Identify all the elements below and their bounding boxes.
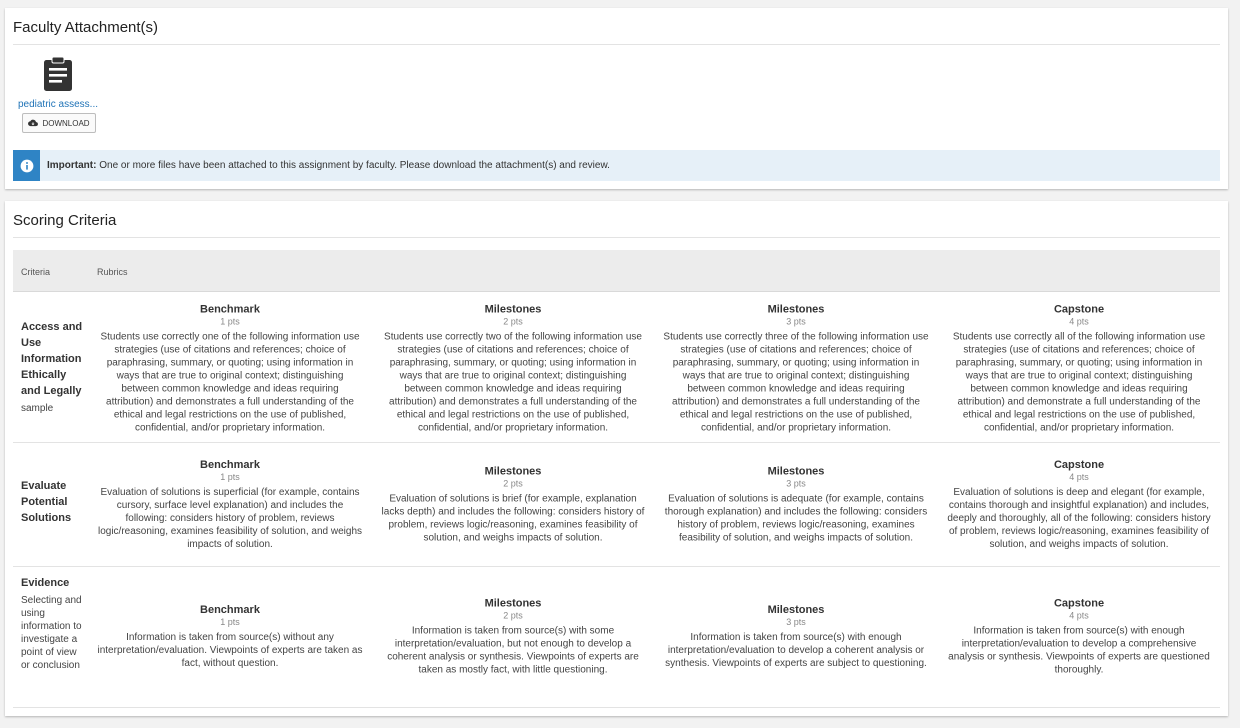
rubric-points: 4 pts: [1069, 610, 1089, 621]
rubric-level: Milestones: [484, 303, 542, 316]
rubric-cell: [380, 598, 646, 677]
rubric-points: 1 pts: [220, 316, 240, 327]
cloud-download-icon: [28, 119, 38, 127]
rubric-row: [13, 292, 1220, 443]
attachment-file-link[interactable]: pediatric assess...: [17, 99, 99, 110]
info-icon: [20, 159, 34, 173]
rubric-points: 2 pts: [503, 316, 523, 327]
faculty-attachments-panel: [5, 8, 1228, 189]
rubric-cell: [663, 304, 929, 435]
rubric-points: 2 pts: [503, 478, 523, 489]
rubric-description: Evaluation of solutions is deep and elegant (for example, contains thorough and insightful explanation) and includes, deeply and thoroughly, all of the following: considers history of problem, reviews logic/reasoning, examines feasibility of solution, and weighs impacts of solution.: [947, 487, 1211, 550]
rubric-row: [13, 443, 1220, 567]
rubric-cell: [380, 304, 646, 435]
rubric-cell: [946, 459, 1212, 551]
rubric-cell: [663, 466, 929, 545]
scoring-criteria-panel: [5, 201, 1228, 716]
criterion: [21, 478, 85, 526]
notice-message: One or more files have been attached to this assignment by faculty. Please download the attachment(s) and review.: [96, 160, 610, 171]
rubric-cell: [946, 304, 1212, 435]
rubric-level: Capstone: [1053, 597, 1105, 610]
rubrics-column-header: Rubrics: [97, 267, 128, 277]
important-notice: [13, 150, 1220, 181]
attachment-item: [17, 56, 99, 133]
rubric-level: Milestones: [484, 597, 542, 610]
criterion-name: Access and Use Information Ethically and Legally: [21, 321, 83, 397]
rubric-cell: [97, 304, 363, 435]
rubric-table-header: [13, 250, 1220, 292]
rubric-row: [13, 567, 1220, 708]
scoring-title-divider: [13, 237, 1220, 238]
rubric-level: Milestones: [484, 465, 542, 478]
criterion-description: Selecting and using information to investigate a point of view or conclusion: [21, 595, 82, 671]
rubric-points: 3 pts: [786, 316, 806, 327]
download-button[interactable]: [22, 113, 96, 133]
notice-text: [47, 160, 610, 171]
criteria-column-header: Criteria: [21, 267, 51, 277]
clipboard-document-icon[interactable]: [41, 56, 75, 92]
attachments-panel-title: Faculty Attachment(s): [13, 19, 159, 36]
rubric-level: Milestones: [767, 465, 825, 478]
attachments-title-divider: [13, 44, 1220, 45]
criterion-name: Evidence: [21, 577, 70, 589]
rubric-level: Capstone: [1053, 303, 1105, 316]
rubric-cell: [663, 604, 929, 670]
criterion-description: sample: [21, 403, 54, 414]
criterion-name: Evaluate Potential Solutions: [21, 480, 72, 524]
rubric-description: Information is taken from source(s) with enough interpretation/evaluation to develop a comprehensive analysis or synthesis. Viewpoints of experts are questioned thoroughly.: [948, 625, 1210, 676]
rubric-level: Milestones: [767, 604, 825, 616]
rubric-description: Information is taken from source(s) with some interpretation/evaluation, but not enough to develop a coherent analysis or synthesis. Viewpoints of experts are taken as mostly fact, with little questioning.: [387, 625, 639, 676]
rubric-level: Benchmark: [200, 303, 260, 316]
rubric-points: 1 pts: [220, 617, 240, 627]
info-icon-container: [13, 150, 40, 181]
rubric-points: 2 pts: [503, 610, 523, 621]
rubric-description: Students use correctly one of the following information use strategies (use of citations and references; choice of paraphrasing, summary, or quoting; using information in ways that are true to original context; distinguishing between common knowledge and ideas requiring attribution) and demonstrates a full understanding of the ethical and legal restrictions on the use of published, confidential, and/or proprietary information.: [100, 331, 360, 434]
scoring-panel-title: Scoring Criteria: [13, 212, 117, 229]
rubric-description: Evaluation of solutions is superficial (for example, contains cursory, surface level explanation) and includes the following: considers history of problem, reviews logic/reasoning, examines feasibility of solution, and weighs impacts of solution.: [97, 487, 363, 550]
rubric-description: Students use correctly two of the following information use strategies (use of citations and references; choice of paraphrasing, summary, or quoting; using information in ways that are true to original context; distinguishing between common knowledge and ideas requiring attribution) and demonstrates a full understanding of the ethical and legal restrictions on the use of published, confidential, and/or proprietary information.: [384, 331, 642, 434]
rubric-level: Capstone: [1053, 459, 1105, 471]
rubric-cell: [946, 598, 1212, 677]
rubric-cell: [97, 459, 363, 551]
rubric-level: Benchmark: [200, 604, 260, 616]
criterion: [21, 575, 85, 672]
rubric-points: 4 pts: [1069, 472, 1089, 482]
rubric-description: Information is taken from source(s) without any interpretation/evaluation. Viewpoints of experts are taken as fact, without question.: [97, 632, 363, 669]
criterion: [21, 319, 85, 415]
notice-strong-label: Important:: [47, 160, 97, 171]
rubric-level: Benchmark: [200, 459, 260, 471]
rubric-level: Milestones: [767, 303, 825, 316]
rubric-description: Students use correctly three of the following information use strategies (use of citations and references; choice of paraphrasing, summary, or quoting; using information in ways that are true to original context; distinguishing between common knowledge and ideas requiring attribution) and demonstrates a full understanding of the ethical and legal restrictions on the use of published, confidential, and/or proprietary information.: [663, 331, 929, 434]
rubric-points: 4 pts: [1069, 316, 1089, 327]
rubric-description: Information is taken from source(s) with enough interpretation/evaluation to develop a coherent analysis or synthesis. Viewpoints of experts are subject to questioning.: [665, 632, 927, 669]
rubric-points: 3 pts: [786, 478, 806, 489]
rubric-description: Students use correctly all of the following information use strategies (use of citations and references; choice of paraphrasing, summary, or quoting; using information in ways that are true to original context; distinguishing between common knowledge and ideas requiring attribution) and demonstrate a full understanding of the ethical and legal restrictions on the use of published, confidential, and/or proprietary information.: [952, 331, 1206, 434]
download-button-label: DOWNLOAD: [42, 118, 90, 128]
rubric-points: 3 pts: [786, 617, 806, 627]
rubric-cell: [97, 604, 363, 670]
rubric-description: Evaluation of solutions is brief (for example, explanation lacks depth) and includes the following: considers history of problem, reviews logic/reasoning, examines feasibility of solution, and weighs impacts of solution.: [381, 493, 645, 544]
rubric-cell: [380, 466, 646, 545]
rubric-points: 1 pts: [220, 472, 240, 482]
rubric-description: Evaluation of solutions is adequate (for example, contains thorough explanation) and includes the following: considers history of problem, reviews logic/reasoning, examines feasibility of solution, and weighs impacts of solution.: [664, 493, 928, 544]
